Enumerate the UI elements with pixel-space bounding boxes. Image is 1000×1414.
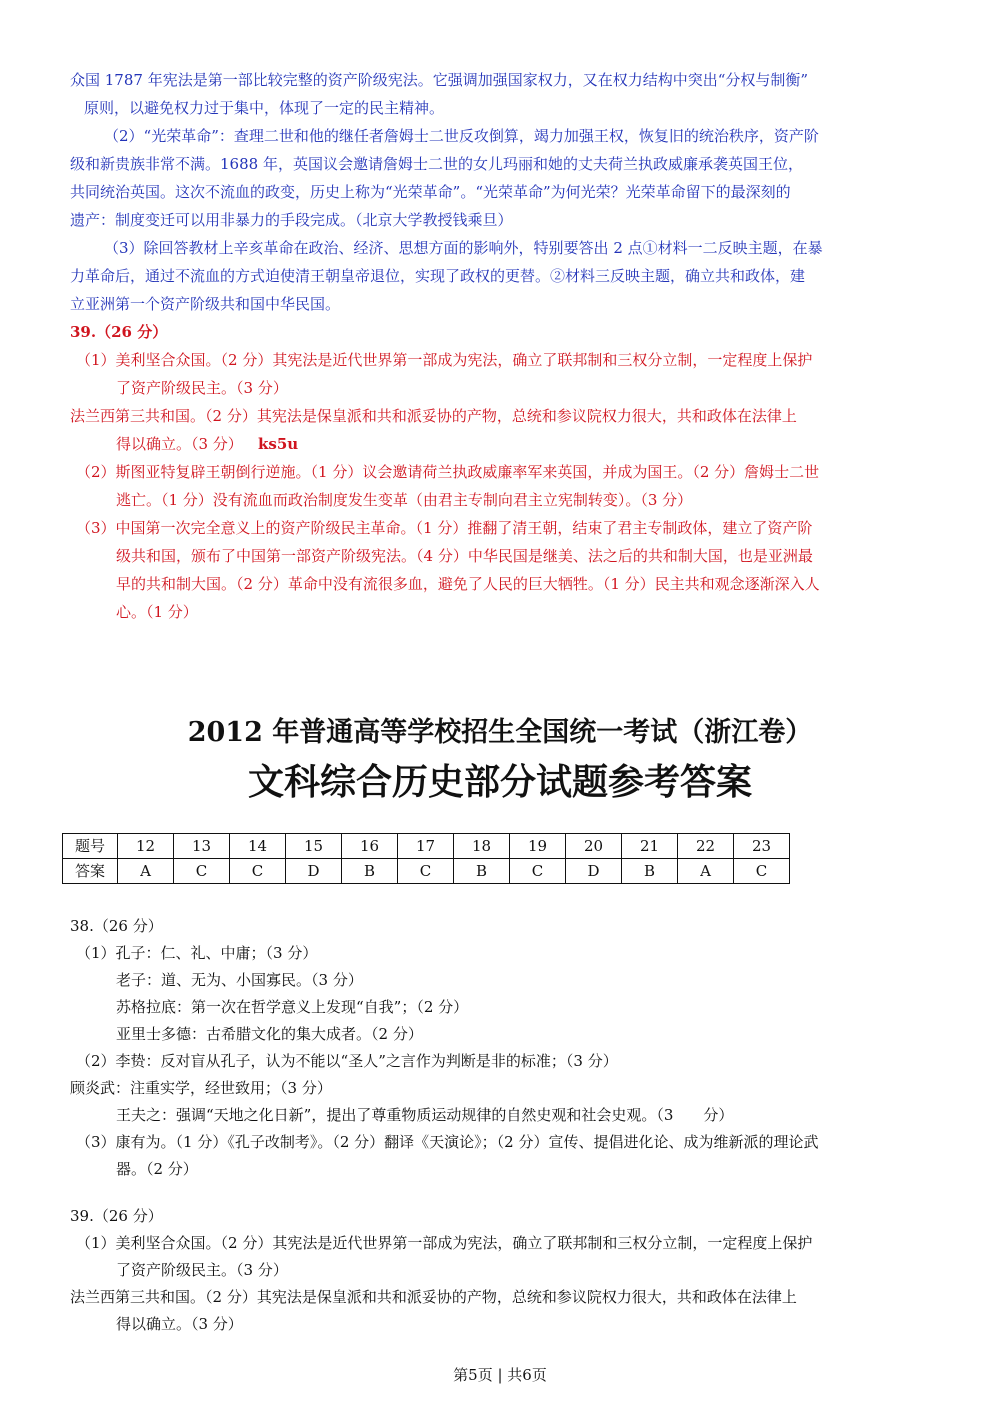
question-number: 20 xyxy=(566,834,622,859)
q39-line: 法兰西第三共和国。（2 分）其宪法是保皇派和共和派妥协的产物，总统和参议院权力很大，共和政体在法律上 xyxy=(70,1288,797,1306)
question-number: 21 xyxy=(622,834,678,859)
page-footer: 第5页 | 共6页 xyxy=(453,1366,547,1384)
answer-key-title: 文科综合历史部分试题参考答案 xyxy=(247,762,752,803)
table-row xyxy=(63,859,790,884)
top-text-line: （2）“光荣革命”：查理二世和他的继任者詹姆士二世反攻倒算，竭力加强王权，恢复旧的统治秩序，资产阶 xyxy=(104,127,819,145)
question-number: 14 xyxy=(230,834,286,859)
red-answer-line: 了资产阶级民主。（3 分） xyxy=(116,379,288,397)
answer-cell: C xyxy=(174,859,230,884)
row-label-answer: 答案 xyxy=(63,859,118,884)
q39-red-header: 39.（26 分） xyxy=(70,323,168,341)
q39-header: 39.（26 分） xyxy=(70,1207,163,1225)
question-number: 18 xyxy=(454,834,510,859)
exam-title: 2012 年普通高等学校招生全国统一考试（浙江卷） xyxy=(187,717,813,748)
answer-cell: A xyxy=(118,859,174,884)
red-answer-line: 级共和国，颁布了中国第一部资产阶级宪法。（4 分）中华民国是继美、法之后的共和制大国，也是亚洲最 xyxy=(116,547,813,565)
question-number: 19 xyxy=(510,834,566,859)
red-answer-line: （2）斯图亚特复辟王朝倒行逆施。（1 分）议会邀请荷兰执政威廉率军来英国，并成为国王。（2 分）詹姆士二世 xyxy=(76,463,820,481)
red-answer-line: 法兰西第三共和国。（2 分）其宪法是保皇派和共和派妥协的产物，总统和参议院权力很大，共和政体在法律上 xyxy=(70,407,797,425)
answer-cell: A xyxy=(678,859,734,884)
answer-cell: D xyxy=(566,859,622,884)
top-text-line: 遗产：制度变迁可以用非暴力的手段完成。（北京大学教授钱乘旦） xyxy=(70,211,513,229)
question-number: 22 xyxy=(678,834,734,859)
q39-line: 得以确立。（3 分） xyxy=(116,1315,243,1333)
question-number: 13 xyxy=(174,834,230,859)
q39-line: 了资产阶级民主。（3 分） xyxy=(116,1261,288,1279)
answer-cell: C xyxy=(398,859,454,884)
question-number: 17 xyxy=(398,834,454,859)
red-answer-line: 心。（1 分） xyxy=(116,603,198,621)
question-number: 15 xyxy=(286,834,342,859)
top-text-line: 共同统治英国。这次不流血的政变，历史上称为“光荣革命”。“光荣革命”为何光荣？光荣革命留下的最深刻的 xyxy=(70,183,791,201)
top-text-line: 力革命后，通过不流血的方式迫使清王朝皇帝退位，实现了政权的更替。②材料三反映主题，确立共和政体，建 xyxy=(70,267,806,285)
answer-cell: C xyxy=(230,859,286,884)
top-text-line: 立亚洲第一个资产阶级共和国中华民国。 xyxy=(70,295,341,313)
q38-line: 王夫之：强调“天地之化日新”，提出了尊重物质运动规律的自然史观和社会史观。（3 分） xyxy=(116,1106,734,1124)
row-label-number: 题号 xyxy=(63,834,118,859)
red-answer-line: 逃亡。（1 分）没有流血而政治制度发生变革（由君主专制向君主立宪制转变）。（3 分） xyxy=(116,491,693,509)
table-row xyxy=(63,834,790,859)
red-answer-line: 早的共和制大国。（2 分）革命中没有流很多血，避免了人民的巨大牺牲。（1 分）民主共和观念逐渐深入人 xyxy=(116,575,820,593)
q38-line: 器。（2 分） xyxy=(116,1160,198,1178)
q38-line: （2）李贽：反对盲从孔子，认为不能以“圣人”之言作为判断是非的标准；（3 分） xyxy=(76,1052,618,1070)
answer-cell: B xyxy=(454,859,510,884)
q38-header: 38.（26 分） xyxy=(70,917,163,935)
q38-line: 老子：道、无为、小国寡民。（3 分） xyxy=(116,971,363,989)
red-answer-line: （1）美利坚合众国。（2 分）其宪法是近代世界第一部成为宪法，确立了联邦制和三权分立制，一定程度上保护 xyxy=(76,351,813,369)
question-number: 16 xyxy=(342,834,398,859)
red-answer-line: 得以确立。（3 分） xyxy=(116,435,243,453)
q38-line: （1）孔子：仁、礼、中庸；（3 分） xyxy=(76,944,318,962)
question-number: 23 xyxy=(734,834,790,859)
red-answer-line: （3）中国第一次完全意义上的资产阶级民主革命。（1 分）推翻了清王朝，结束了君主专制政体，建立了资产阶 xyxy=(76,519,813,537)
ks5u-mark: ks5u xyxy=(258,435,299,453)
q38-line: （3）康有为。（1 分）《孔子改制考》。（2 分）翻译《天演论》；（2 分）宣传、提倡进化论、成为维新派的理论武 xyxy=(76,1133,819,1151)
answer-table xyxy=(62,833,790,884)
question-number: 12 xyxy=(118,834,174,859)
top-text-line: 原则，以避免权力过于集中，体现了一定的民主精神。 xyxy=(84,99,445,117)
top-text-line: 众国 1787 年宪法是第一部比较完整的资产阶级宪法。它强调加强国家权力，又在权力结构中突出“分权与制衡” xyxy=(70,71,809,89)
answer-cell: C xyxy=(510,859,566,884)
answer-cell: C xyxy=(734,859,790,884)
q38-line: 顾炎武：注重实学，经世致用；（3 分） xyxy=(70,1079,332,1097)
answer-cell: B xyxy=(342,859,398,884)
answer-cell: B xyxy=(622,859,678,884)
top-text-line: （3）除回答教材上辛亥革命在政治、经济、思想方面的影响外，特别要答出 2 点①材料一二反映主题，在暴 xyxy=(104,239,823,257)
q38-line: 亚里士多德：古希腊文化的集大成者。（2 分） xyxy=(116,1025,423,1043)
top-text-line: 级和新贵族非常不满。1688 年，英国议会邀请詹姆士二世的女儿玛丽和她的丈夫荷兰执政威廉承袭英国王位， xyxy=(70,155,803,173)
answer-cell: D xyxy=(286,859,342,884)
q39-line: （1）美利坚合众国。（2 分）其宪法是近代世界第一部成为宪法，确立了联邦制和三权分立制，一定程度上保护 xyxy=(76,1234,813,1252)
q38-line: 苏格拉底：第一次在哲学意义上发现“自我”；（2 分） xyxy=(116,998,469,1016)
